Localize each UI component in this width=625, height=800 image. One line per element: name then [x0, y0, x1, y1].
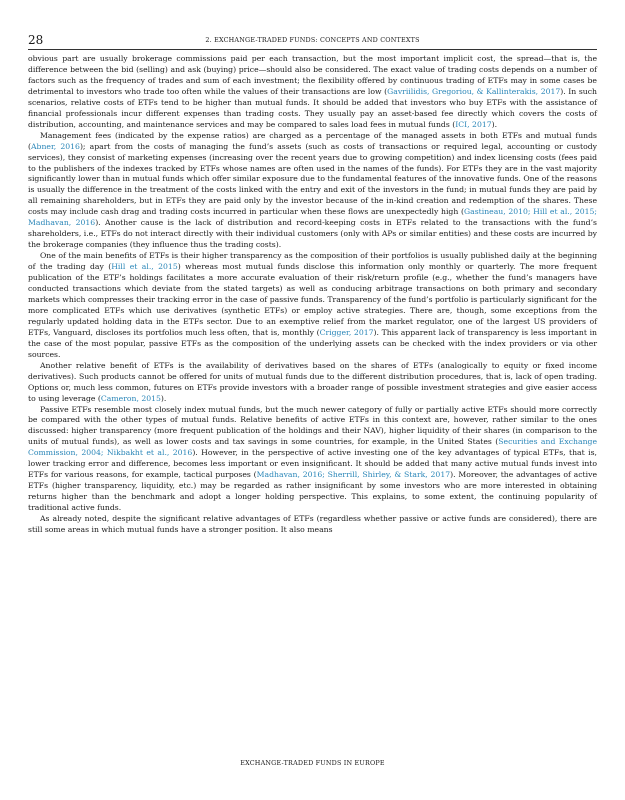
paragraph-text: ) whereas most mutual funds disclose this information only monthly or quarterly. The more frequent publication of the ETF’s holdings facilitates a more accurate evaluation of their risk/return profile (e.g., whether the fund’s managers have conducted transactions which deviate from the stated targets) as well as conducing arbitrage transactions on both primary and secondary markets which compresses their tracking error in the case of passive funds. Transparency of the fund’s portfolio is particularly significant for the more complicated ETFs which use derivatives (synthetic ETFs) or employ active strategies. There are, though, some exceptions from the regularly updated holding data in the ETFs sector. Due to an exemptive relief from the market regulator, one of the largest US providers of ETFs, Vanguard, discloses its portfolios much less often, that is, monthly (	[28, 262, 597, 337]
paragraph-text: Another relative benefit of ETFs is the availability of derivatives based on the shares of ETFs (analogically to equity or fixed income derivatives). Such products cannot be offered for units of mutual funds due to the different distribution procedures, that is, lack of open trading. Options or, much less common, futures on ETFs provide investors with a broader range of possible investment strategies and give easier access to using leverage (	[28, 360, 597, 403]
page-header	[28, 33, 597, 47]
citation-link[interactable]: Gavriilidis, Gregoriou, & Kallinterakis, 2017	[387, 86, 561, 96]
header-rule	[28, 49, 597, 50]
body-paragraph	[28, 405, 597, 515]
citation-link[interactable]: ICI, 2017	[455, 119, 492, 129]
paragraph-text: ).	[160, 393, 167, 403]
paragraph-text: ). Another cause is the lack of distribution and record-keeping costs in ETFs related to the transactions with the fund’s shareholders, i.e., ETFs do not interact directly with their individual customers (only with APs or similar entities) and these costs are incurred by the brokerage companies (they influence thus the trading costs).	[28, 218, 597, 250]
citation-link[interactable]: Madhavan, 2016; Sherrill, Shirley, & Stark, 2017	[256, 470, 451, 480]
body-paragraph	[28, 131, 597, 251]
body-paragraph	[28, 514, 597, 536]
body-paragraph	[28, 251, 597, 361]
page-number: 28	[28, 33, 44, 47]
citation-link[interactable]: Securities and Exchange Commission, 2004; Nikbakht et al., 2016	[28, 437, 597, 458]
body-paragraph	[28, 361, 597, 405]
paragraph-text: ). This apparent lack of transparency is less important in the case of the most popular, passive ETFs as the composition of the underlying assets can be checked with the index providers or via other sources.	[28, 327, 598, 359]
paragraph-text: ).	[491, 119, 498, 129]
body-paragraph	[28, 54, 597, 131]
paragraph-text: ); apart from the costs of managing the fund’s assets (such as costs of transactions or required legal, accounting or custody services), they consist of marketing expenses (increasing over the recent years due to growing competition) and index licensing costs (fees paid to the publishers of the indexes tracked by ETFs whose names are often used in the names of the funds). For ETFs they are in the vast majority significantly lower than in mutual funds which offer similar exposure due to the fundamental features of the innovative funds. One of the reasons is usually the difference in the treatment of the costs linked with the entry and exit of the investors in the fund; in mutual funds they are paid by all remaining shareholders, but in ETFs they are paid only by the investor because of the in-kind creation and redemption of the shares. These costs may include cash drag and trading costs incurred in particular when these flows are unexpectedly high (	[28, 141, 597, 217]
paragraph-text: ). However, in the perspective of active investing one of the key advantages of typical ETFs, that is, lower tracking error and difference, becomes less important or even insignificant. It should be added that many active mutual funds invest into ETFs for various reasons, for example, tactical purposes (	[28, 448, 597, 480]
paragraph-text: As already noted, despite the significant relative advantages of ETFs (regardless whether passive or active funds are considered), there are still some areas in which mutual funds have a stronger position. It also means	[28, 514, 597, 534]
paragraph-text: Management fees (indicated by the expense ratios) are charged as a percentage of the managed assets in both ETFs and mutual funds (	[28, 130, 597, 151]
citation-link[interactable]: Crigger, 2017	[319, 327, 374, 337]
paragraph-text: One of the main benefits of ETFs is their higher transparency as the composition of their portfolios is usually published daily at the beginning of the trading day (	[28, 251, 597, 272]
paragraph-text: ). Moreover, the advantages of active ETFs (higher transparency, liquidity, etc.) may be regarded as rather insignificant by some investors who are more interested in obtaining returns higher than the benchmark and adopt a longer holding perspective. This explains, to some extent, the continuing popularity of traditional active funds.	[28, 470, 597, 513]
paragraph-text: Passive ETFs resemble most closely index mutual funds, but the much newer category of fully or partially active ETFs should more correctly be compared with the other types of mutual funds. Relative benefits of active ETFs in this context are, however, rather similar to the ones discussed: higher transparency (more frequent publication of the holdings and their NAV), higher liquidity of their shares (in comparison to the units of mutual funds), as well as lower costs and tax savings in some countries, for example, in the United States (	[28, 404, 597, 447]
paragraph-text: obvious part are usually brokerage commissions paid per each transaction, but the most important implicit cost, the spread—that is, the difference between the bid (selling) and ask (buying) price—should also be considered. The exact value of trading costs depends on a number of factors such as the frequency of trades and sum of each investment; the flexibility offered by continuous trading of ETFs may in some cases be detrimental to investors who trade too often while the values of their transactions are low (	[28, 54, 597, 96]
citation-link[interactable]: Cameron, 2015	[100, 393, 161, 403]
citation-link[interactable]: Abner, 2016	[31, 141, 80, 151]
page-footer: EXCHANGE-TRADED FUNDS IN EUROPE	[240, 759, 385, 767]
body-text	[28, 54, 597, 536]
paragraph-text: ). In such scenarios, relative costs of ETFs tend to be higher than mutual funds. It should be added that investors who buy ETFs with the assistance of financial professionals incur different expenses than trading costs. They usually pay an asset-based fee directly which covers the costs of distribution, accounting, and maintenance services and may be compared to sales load fees in mutual funds (	[28, 86, 597, 129]
citation-link[interactable]: Hill et al., 2015	[111, 262, 178, 272]
running-head: 2. EXCHANGE-TRADED FUNDS: CONCEPTS AND CONTEXTS	[205, 36, 420, 44]
citation-link[interactable]: Gastineau, 2010; Hill et al., 2015; Madhavan, 2016	[28, 207, 597, 228]
